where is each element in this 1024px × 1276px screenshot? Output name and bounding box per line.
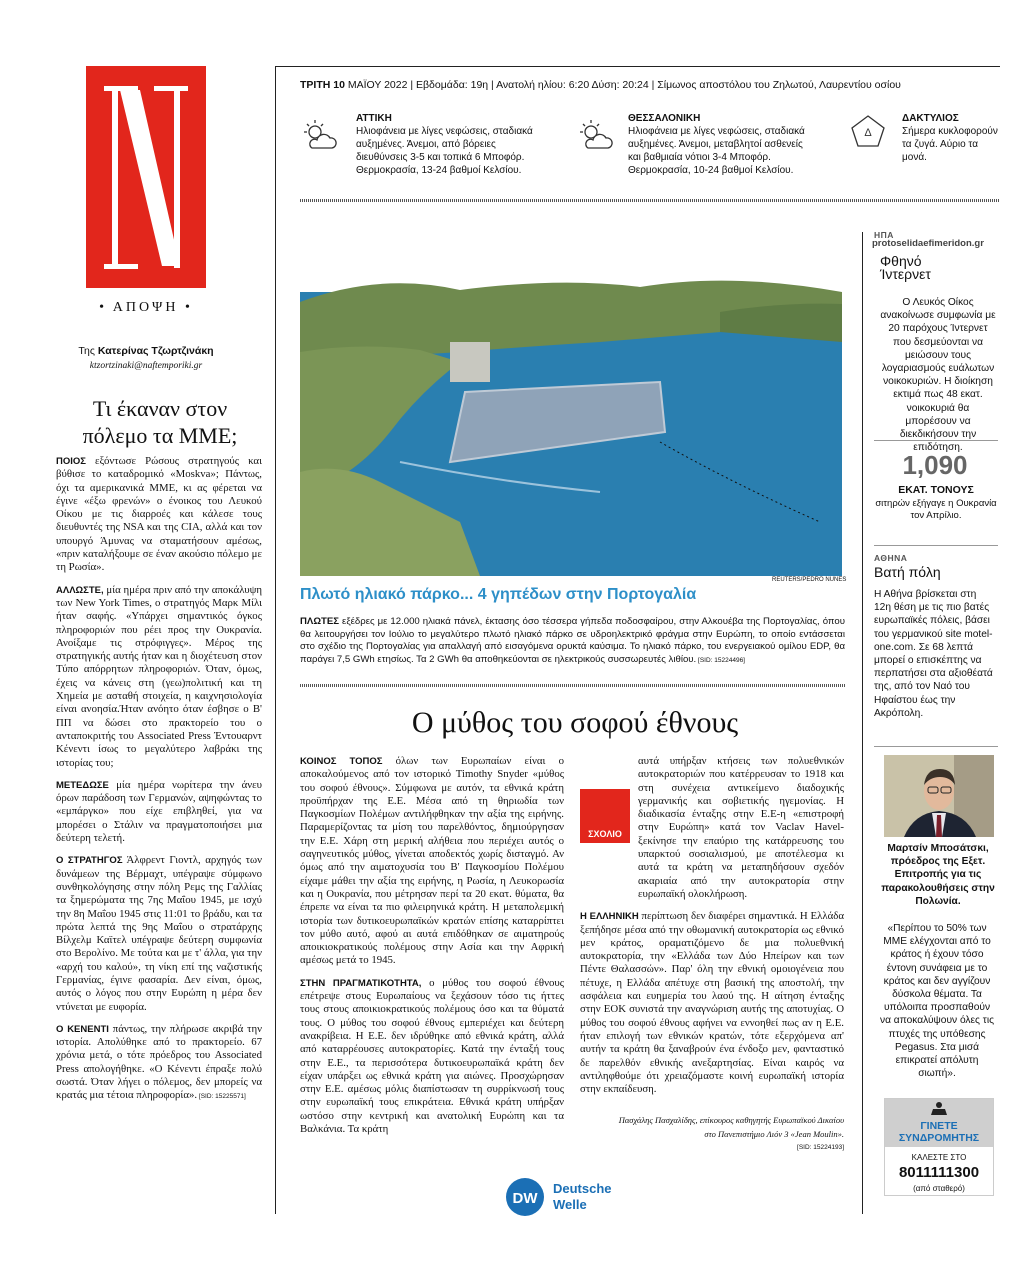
person-caption bbox=[880, 842, 996, 908]
column-rule-right bbox=[862, 232, 863, 1214]
portrait-image bbox=[884, 755, 994, 837]
weather-text: Ηλιοφάνεια με λίγες νεφώσεις, σταδιακά αυξημένες. Άνεμοι, από βόρειες διευθύνσεις 3-5 και τοπικά 6 Μποφόρ. Θερμοκρασία, 13-24 βαθμοί Κελσίου. bbox=[356, 126, 533, 176]
weather-thessaloniki bbox=[628, 112, 818, 177]
dw-logo bbox=[503, 1173, 663, 1223]
subscribe-header[interactable] bbox=[885, 1099, 993, 1147]
solar-park-photo bbox=[300, 232, 842, 576]
athens-title: Βατή πόλη bbox=[874, 564, 941, 580]
athens-text: Η Αθήνα βρίσκεται στη 12η θέση με τις πιο βατές ευρωπαϊκές πόλεις, βάσει του γερμανικού site motel-one.com. Σε 68 λεπτά μπορεί ο επισκέπτης να περπατήσει στα αξιοθέατά της, από τον Ναό του Ηφαίστου έως την Ακρόπολη. bbox=[874, 589, 993, 719]
ring-road-icon bbox=[848, 114, 888, 150]
usa-title: Φθηνό bbox=[880, 254, 922, 269]
usa-title: Ίντερνετ bbox=[880, 266, 931, 282]
byline-email[interactable]: ktzortzinaki@naftemporiki.gr bbox=[89, 361, 203, 371]
weather-text: Σήμερα κυκλοφορούν τα ζυγά. Αύριο τα μονά. bbox=[902, 126, 998, 163]
subscribe-phone[interactable]: 8011111300 bbox=[898, 1164, 980, 1181]
svg-text:Welle: Welle bbox=[553, 1197, 587, 1212]
svg-text:Deutsche: Deutsche bbox=[553, 1181, 612, 1196]
photo-illustration bbox=[300, 232, 842, 576]
weather-region: ΑΤΤΙΚΗ bbox=[356, 113, 392, 124]
date-details: ΜΑΪΟΥ 2022 | Εβδομάδα: 19η | Ανατολή ηλίου: 6:20 Δύση: 20:24 | Σίμωνος αποστόλου του Ζηλωτού, Λαυρεντίου οσίου bbox=[344, 79, 901, 91]
weather-region: ΔΑΚΤΥΛΙΟΣ bbox=[902, 113, 959, 124]
person-role: πρόεδρος της Εξετ. Επιτροπής για τις παρακολουθήσεις στην Πολωνία. bbox=[881, 856, 995, 907]
svg-text:DW: DW bbox=[512, 1190, 538, 1207]
date-bar bbox=[300, 79, 1000, 91]
weather-attica bbox=[356, 112, 546, 177]
usa-text: Ο Λευκός Οίκος ανακοίνωσε συμφωνία με 20 παρόχους Ίντερνετ που δεσμεύονται να μειώσουν τους λογαριασμούς ευάλωτων νοικοκυριών. Η διοίκηση εκτιμά πως 48 εκατ. νοικοκυριά θα μπορέσουν να διεκδικήσουν την επιδότηση. bbox=[880, 297, 996, 454]
article-paragraph: ΣΤΗΝ ΠΡΑΓΜΑΤΙΚΟΤΗΤΑ, ο μύθος του σοφού έθνους επέτρεψε στους Ευρωπαίους να ξεχάσουν τόσο τις ήττες τους στους αποικιοκρατικούς πολέμους όσο και τα θύματά τους. Ο μύθος του σοφού έθνους εμπεριέχει και δεύτερη ανακρίβεια. Η Ε.Ε. δεν ιδρύθηκε από εθνικά κράτη, αλλά από καταρρέουσες αυτοκρατορίες. Κατά την ένταξή τους στην Ε.Ε., τα περισσότερα δυτικοευρωπαϊκά κράτη δεν είχαν υπάρξει ως εθνικά κράτη για αιώνες. Προσχώρησαν στην Ε.Ε. αμέσως μόλις διαπίστωσαν τη συρρίκνωσή τους στην ευρωπαϊκή τους επικράτεια. Εθνικά κράτη υπήρξαν ωστόσο στην κεντρική και ανατολική Ευρώπη και τα Βαλκάνια. Τα κράτη bbox=[300, 976, 564, 1136]
weather-ring-road bbox=[902, 112, 998, 164]
opinion-body bbox=[56, 455, 262, 1113]
hatched-divider bbox=[300, 199, 1000, 202]
byline-prefix: Της bbox=[78, 345, 95, 357]
svg-text:ΣΥΝΔΡΟΜΗΤΗΣ: ΣΥΝΔΡΟΜΗΤΗΣ bbox=[898, 1132, 980, 1144]
subscribe-call-label: ΚΑΛΕΣΤΕ ΣΤΟ bbox=[911, 1153, 967, 1162]
reader-figure-icon bbox=[885, 1099, 993, 1147]
opinion-paragraph: Ο ΚΕΝΕΝΤΙ πάντως, την πλήρωσε ακριβά την ιστορία. Απολύθηκε από το πρακτορείο. 67 χρόνια μετά, ο τότε πρόεδρος του Associated Press απολογήθηκε. «Ο Κένεντι έπραξε πολύ σωστά. Όταν λήγει ο πόλεμος, δεν μπορείς να κρατάς μια τέτοια πληροφορία». [SID: 15225571] bbox=[56, 1022, 262, 1102]
article-headline: Ο μύθος του σοφού έθνους bbox=[411, 706, 739, 739]
watermark: protoselidaefimeridon.gr bbox=[872, 238, 984, 249]
person-quote: «Περίπου το 50% των ΜΜΕ ελέγχονται από το κράτος ή έχουν τόσο έντονη συνάφεια με το κράτος και δεν αγγίζουν δύσκολα θέματα. Τα υπόλοιπα προσπαθούν να αποκαλύψουν όλες τις πτυχές της υπόθεσης Pegasus. Στα μισά επικρατεί απόλυτη σιωπή». bbox=[879, 923, 994, 1080]
top-rule bbox=[275, 66, 1000, 67]
stat-text: σιτηρών εξήγαγε η Ουκρανία τον Απρίλιο. bbox=[875, 498, 997, 521]
opinion-title-line: πόλεμο τα ΜΜΕ; bbox=[82, 423, 238, 448]
column-rule-left bbox=[275, 66, 276, 1214]
article-signature: Πασχάλης Πασχαλίδης, επίκουρος καθηγητής Ευρωπαϊκού Δικαίου στο Πανεπιστήμιο Λιόν 3 «Jean Moulin». [SID: 15224193] bbox=[618, 1115, 844, 1151]
weather-region: ΘΕΣΣΑΛΟΝΙΚΗ bbox=[628, 113, 701, 124]
subscribe-note: (από σταθερό) bbox=[913, 1184, 965, 1193]
photo-caption-title: Πλωτό ηλιακό πάρκο... 4 γηπέδων στην Πορτογαλία bbox=[300, 586, 697, 603]
usa-tag: ΗΠΑ bbox=[874, 230, 894, 240]
date-day: ΤΡΙΤΗ 10 bbox=[300, 79, 345, 91]
sidebar-divider bbox=[874, 746, 998, 747]
article-paragraph: αυτά υπήρξαν κτήσεις των πολυεθνικών αυτοκρατοριών που κατέρρευσαν το 1918 και στη συνέχεια αντικείμενο διαδοχικής γερμανικής και σοβιετικής ηγεμονίας. Η διαδικασία ένταξης στην Ε.Ε-η «επιστροφή στην Ευρώπη» κατά τον Vaclav Havel-ξεκίνησε την επαύριο της κατάρρευσης του υπαρκτού σοσιαλισμού, με αποτέλεσμα κι αυτά τα κράτη να μεταπηδήσουν σχεδόν ακαριαία από την αυτοκρατορία στην ευρωπαϊκή ολοκλήρωση. bbox=[638, 755, 844, 900]
opinion-paragraph: ΑΛΛΩΣΤΕ, μία ημέρα πριν από την αποκάλυψη των New York Times, ο στρατηγός Μαρκ Μίλι ήταν σαφής. «Υπάρχει σημαντικός όγκος πληροφοριών που ρέει προς την Ουκρανία. Ανοίξαμε τις στρόφιγγες». Μέρος της στρατηγικής αυτής ήταν και η διοχέτευση στον Τύπο απόρρητων πληροφοριών. Όταν, όμως, έχεις να κάνεις στη (γεω)πολιτική και τη Χημεία με ασταθή στοιχεία, η καιχνησιολογία είναι ανοησία.Ήταν ανόητο όταν έσβησε ο Β' ΠΠ να δώσει στο πρακτορείο του ο ανταποκριτής του Associated Press Έντουαρντ Κένεντι ίσως το μεγαλύτερο λαβράκι της ιστορίας του; bbox=[56, 583, 262, 769]
person-name: Μαρτσίν Μποσάτσκι, bbox=[887, 843, 989, 854]
opinion-paragraph: ΜΕΤΕΔΩΣΕ μία ημέρα νωρίτερα την άνευ όρων παράδοση των Γερμανών, αψηφώντας το «εμπάργκο» που είχε επιβληθεί, για να μπορέσει ο Στάλιν να πραγματοποιήσει μια δεύτερη τελετή. bbox=[56, 778, 262, 845]
photo-credit: REUTERS/PEDRO NUNES bbox=[772, 577, 847, 583]
sidebar-divider bbox=[874, 545, 998, 546]
stat-value: 1,090 bbox=[902, 450, 968, 480]
opinion-title-line: Τι έκαναν στον bbox=[92, 396, 228, 421]
article-column-1 bbox=[300, 755, 564, 1145]
person-portrait bbox=[884, 755, 994, 837]
opinion-paragraph: Ο ΣΤΡΑΤΗΓΟΣ Άλφρεντ Γιοντλ, αρχηγός των δυνάμεων της Βέρμαχτ, υπέγραψε σύμφωνο συνθηκολόγησης στην πόλη Ρεμς της Γαλλίας τα ξημερώματα της 7ης Μαΐου 1945, με ισχύ την 8η Μαΐου 1945 στις 11:01 το βράδυ, και τα πρώτα λεπτά της 9ης Μαΐου ο στρατάρχης Βίλχελμ Καϊτελ υπέγραψε δεύτερη συμφωνία στο Βερολίνο. Με τούτα και με τ' άλλα, για την «αρχή του καλού», τη νίκη επί της ναζιστικής Γερμανίας, έγινε φασαρία. Δεν είναι, όμως, αυτός ο λόγος που στην Ευρώπη η μέρα δεν ντύνεται με ευφορία. bbox=[56, 854, 263, 1013]
athens-tag: ΑΘΗΝΑ bbox=[874, 553, 908, 563]
sun-cloud-icon bbox=[576, 118, 616, 154]
article-paragraph: Η ΕΛΛΗΝΙΚΗ περίπτωση δεν διαφέρει σημαντικά. Η Ελλάδα ξεπήδησε μέσα από την οθωμανική αυτοκρατορία ως εθνικό μεν κράτος, οραματιζόμενο δε μια πολυεθνική αυτοκρατορία, την «Ελλάδα των Δύο Ηπείρων και των Πέντε Θαλασσών». Παρ' όλη την εθνική ομοιογένεια που πέτυχε, η Ελλάδα απέτυχε στη βασική της αποστολή, την ασφάλεια και ευημερία του λαού της. Η αίτηση ένταξης στην ΕΟΚ συνιστά την αναγνώριση αυτής της αποτυχίας. Ο μύθος του σοφού έθνους αφήνει να εννοηθεί πως αν η Ε.Ε. ήταν επιλογή των εθνικών κρατών, τότε εξερχόμενα απ' αυτήν τα κράτη θα ξαναβρούν ένα ένδοξο μεν, φανταστικό δε παρελθόν εθνικής ανεξαρτησίας. Είναι καιρός να αντιληφθούμε ότι χρειαζόμαστε κοινή ευρωπαϊκή ιστορία στην εκπαίδευση. bbox=[580, 910, 844, 1096]
weather-text: Ηλιοφάνεια με λίγες νεφώσεις, σταδιακά αυξημένες. Άνεμοι, μεταβλητοί ασθενείς και βαθμιαία νότιοι 3-4 Μποφόρ. Θερμοκρασία, 10-24 βαθμοί Κελσίου. bbox=[628, 126, 805, 176]
sun-cloud-icon bbox=[300, 118, 340, 154]
svg-text:Δ: Δ bbox=[864, 127, 872, 139]
photo-caption-body: ΠΛΩΤΕΣ εξέδρες με 12.000 ηλιακά πάνελ, έκτασης όσο τέσσερα γήπεδα ποδοσφαίρου, στην Αλκουέβα της Πορτογαλίας, όπου θα λειτουργήσει τον Ιούλιο το μεγαλύτερο πλωτό ηλιακό πάρκο σε υδροηλεκτρικό φράγμα στην Ευρώπη, το οποίο εντάσσεται στο σχέδιο της Πορτογαλίας για απαλλαγή από εισαγόμενα ορυκτά καύσιμα. Το ηλιακό πάρκο, του ενεργειακού ομίλου EDP, θα παράγει 7,5 GWh ετησίως. Τα 2 GWh θα αποθηκεύονται σε ηλεκτρικούς συσσωρευτές λιθίου. [SID: 15224496] bbox=[300, 616, 845, 665]
article-paragraph: ΚΟΙΝΟΣ ΤΟΠΟΣ όλων των Ευρωπαίων είναι ο αποκαλούμενος από τον ιστορικό Timothy Snyder «μύθος του σοφού έθνους». Σύμφωνα με αυτόν, τα εθνικά κράτη προϋπήρχαν της Ε.Ε. Μέσα από τη θηριωδία των Παγκοσμίων Πολέμων αντιλήφθηκαν την αξία της ειρήνης. Παραμερίζοντας τα μίση του παρελθόντος, δημιούργησαν την Ε.Ε. Χάρη στη μερική αλήθεια που περιέχει αυτός ο σαγηνευτικός μύθος, γίνεται αποδεκτός χωρίς δισταγμό. Αν όμως από την αιματοχυσία του Β' Παγκοσμίου Πολέμου είχαμε μάθει την αξία της ειρήνης, η Ρωσία, η Λευκορωσία και η Ουκρανία, που μέτρησαν περί τα 20 εκατ. θύματα, θα έπρεπε να είναι τα πιο φιλειρηνικά κράτη. Η μεταπολεμική ιστορία των δυτικοευρωπαϊκών κρατών επίσης καταρρίπτει τον μύθο αυτό, αφού αι αυτά επιδόθηκαν σε αιματηρούς αποικιοκρατικούς πολέμους στην Ασία και την Αφρική αμέσως μετά το 1945. bbox=[300, 755, 564, 967]
svg-text:ΓΙΝΕΤΕ: ΓΙΝΕΤΕ bbox=[920, 1120, 958, 1132]
comment-tag: ΣΧΟΛΙΟ bbox=[580, 789, 630, 843]
stat-unit: ΕΚΑΤ. ΤΟΝΟΥΣ bbox=[898, 484, 974, 496]
dw-logo-icon bbox=[503, 1173, 663, 1223]
sidebar-divider bbox=[874, 440, 998, 441]
section-label: • ΑΠΟΨΗ • bbox=[99, 300, 193, 315]
hatched-divider bbox=[300, 684, 845, 687]
byline bbox=[60, 344, 232, 373]
opinion-title bbox=[60, 395, 260, 449]
n-logo-icon bbox=[86, 66, 206, 288]
byline-author: Κατερίνας Τζωρτζινάκη bbox=[97, 345, 214, 357]
opinion-paragraph: ΠΟΙΟΣ εξόντωσε Ρώσους στρατηγούς και βύθισε το καταδρομικό «Moskva»; Πάντως, όχι τα αμερικανικά ΜΜΕ, κι ας φέρεται να έγινε «έξω φρενών» ο ένοικος του Λευκού Οίκου με τις διαρροές και κάλεσε τους διευθυντές της NSA και της CIA, αλλά και τον υπουργό Άμυνας να σταματήσουν αμέσως, «πριν καταλήξουμε σε έναν ακούσιο πόλεμο με τη Ρωσία». bbox=[56, 455, 262, 574]
newspaper-logo bbox=[86, 66, 206, 288]
